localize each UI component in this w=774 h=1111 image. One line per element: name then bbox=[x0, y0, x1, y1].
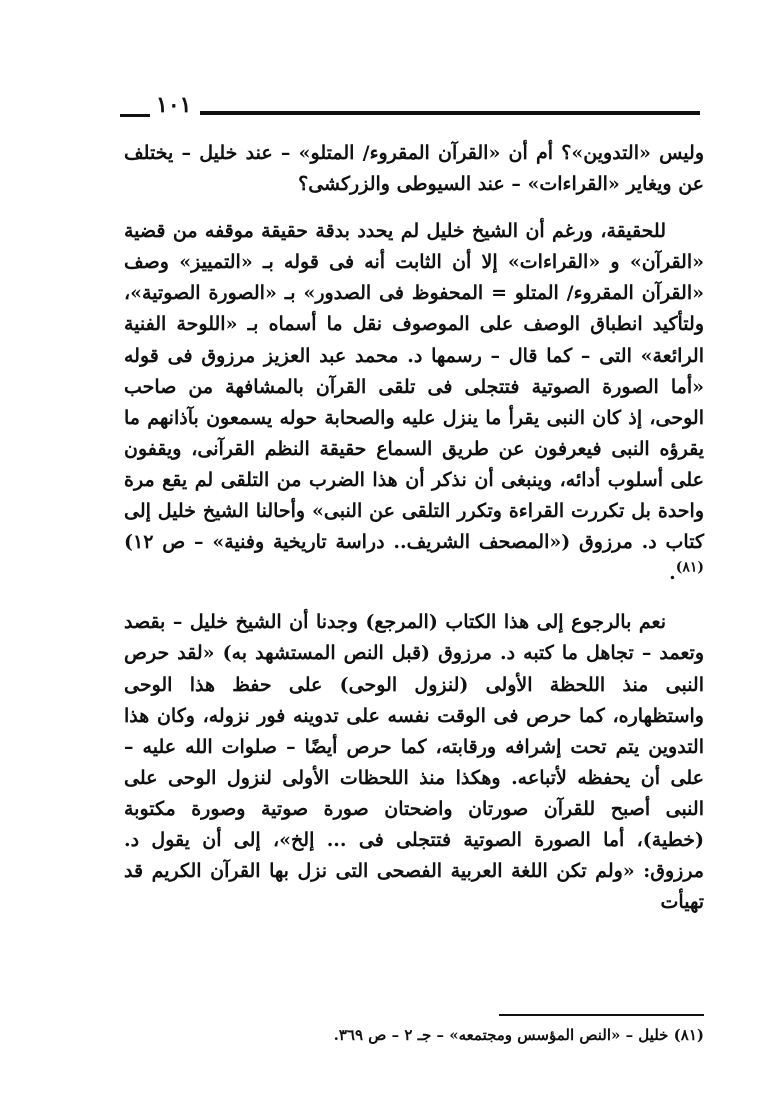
page-header bbox=[120, 92, 700, 122]
footnote-rule bbox=[499, 1014, 704, 1016]
footnote-text: (٨١) خليل – «النص المؤسس ومجتمعه» – جـ ٢ – ص ٣٦٩. bbox=[333, 1026, 704, 1044]
footnote-reference: (٨١) bbox=[675, 559, 704, 576]
paragraph-2: للحقيقة، ورغم أن الشيخ خليل لم يحدد بدقة حقيقة موقفه من قضية «القرآن» و «القراءات» إلا أن الثابت أنه فى قوله بـ «التمييز» وصف «القرآن المقروء/ المتلو = المحفوظ فى الصدور» بـ «الصورة الصوتية»، ولتأكيد انطباق الوصف على الموصوف نقل ما أسماه بـ «اللوحة الفنية الرائعة» التى – كما قال – رسمها د. محمد عبد العزيز مرزوق فى قوله «أما الصورة الصوتية فتتجلى فى تلقى القرآن بالمشافهة من صاحب الوحى، إذ كان النبى يقرأ ما ينزل عليه والصحابة حوله يسمعون بآذانهم ما يقرؤه النبى فيعرفون عن طريق السماع حقيقة النظم القرآنى، ويقفون على أسلوب أدائه، وينبغى أن نذكر أن هذا الضرب من التلقى لم يقع مرة واحدة بل تكررت القراءة وتكرر التلقى عن النبى» وأحالنا الشيخ خليل إلى كتاب د. مرزوق («المصحف الشريف.. دراسة تاريخية وفنية» – ص ١٢) $^{(٨١)}$. bbox=[124, 220, 704, 585]
paragraph-3 bbox=[124, 607, 704, 918]
paragraph-1 bbox=[124, 138, 704, 200]
footnote-area bbox=[124, 1014, 704, 1044]
paragraph-2-text: للحقيقة، ورغم أن الشيخ خليل لم يحدد بدقة حقيقة موقفه من قضية «القرآن» و «القراءات» إلا أن الثابت أنه فى قوله بـ «التمييز» وصف «القرآن المقروء/ المتلو = المحفوظ فى الصدور» بـ «الصورة الصوتية»، ولتأكيد انطباق الوصف على الموصوف نقل ما أسماه بـ «اللوحة الفنية الرائعة» التى – كما قال – رسمها د. محمد عبد العزيز مرزوق فى قوله «أما الصورة الصوتية فتتجلى فى تلقى القرآن بالمشافهة من صاحب الوحى، إذ كان النبى يقرأ ما ينزل عليه والصحابة حوله يسمعون بآذانهم ما يقرؤه النبى فيعرفون عن طريق السماع حقيقة النظم القرآنى، ويقفون على أسلوب أدائه، وينبغى أن نذكر أن هذا الضرب من التلقى لم يقع مرة واحدة بل تكررت القراءة وتكرر التلقى عن النبى» وأحالنا الشيخ خليل إلى كتاب د. مرزوق («المصحف الشريف.. دراسة تاريخية وفنية» – ص ١٢) bbox=[124, 220, 704, 554]
paragraph-3-text: نعم بالرجوع إلى هذا الكتاب (المرجع) وجدنا أن الشيخ خليل – بقصد وتعمد – تجاهل ما كتبه د. مرزوق (قبل النص المستشهد به) «لقد حرص النبى منذ اللحظة الأولى (لنزول الوحى) على حفظ هذا الوحى واستظهاره، كما حرص فى الوقت نفسه على تدوينه فور نزوله، وكان هذا التدوين يتم تحت إشرافه ورقابته، كما حرص أيضًا – صلوات الله عليه – على أن يحفظه لأتباعه. وهكذا منذ اللحظات الأولى لنزول الوحى على النبى أصبح للقرآن صورتان واضحتان صورة صوتية وصورة مكتوبة (خطية)، أما الصورة الصوتية فتتجلى فى ... إلخ»، إلى أن يقول د. مرزوق: «ولم تكن اللغة العربية الفصحى التى نزل بها القرآن الكريم قد تهيأت bbox=[124, 611, 704, 914]
main-text bbox=[124, 138, 704, 918]
header-rule-short bbox=[120, 114, 150, 117]
header-rule-long bbox=[200, 111, 700, 115]
page-number: ١٠١ bbox=[156, 92, 192, 118]
paragraph-1-text: وليس «التدوين»؟ أم أن «القرآن المقروء/ المتلو» – عند خليل – يختلف عن ويغاير «القراءات» – عند السيوطى والزركشى؟ bbox=[124, 142, 704, 196]
